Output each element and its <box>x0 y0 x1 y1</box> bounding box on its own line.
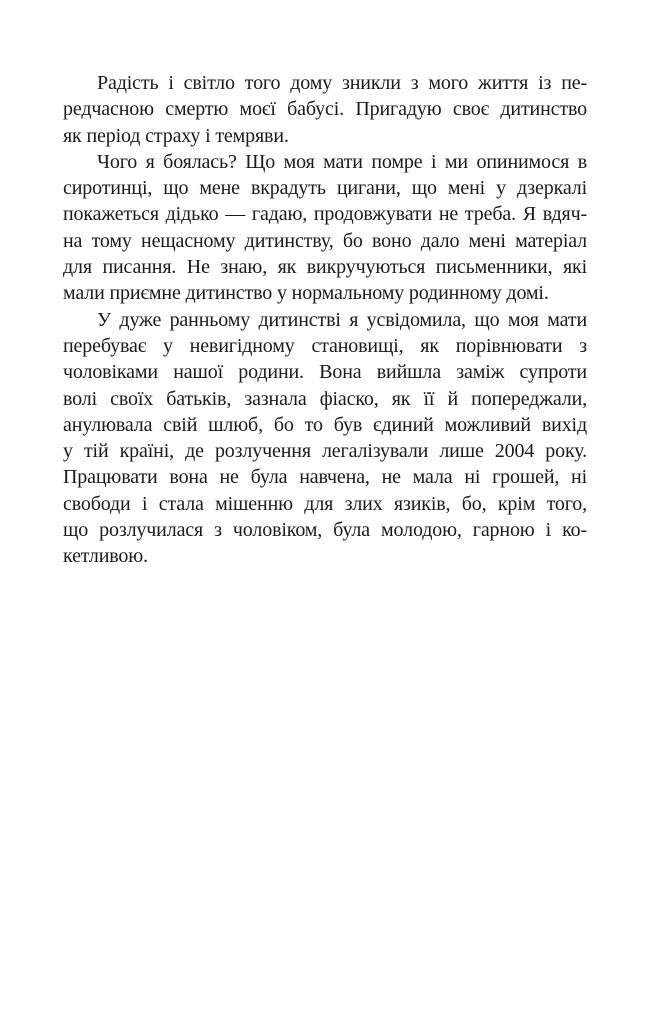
text-line: У дуже ранньому дитинстві я усвідомила, що моя мати <box>97 308 587 331</box>
text-line: чоловіками нашої родини. Вона вийшла заміж супроти <box>63 361 587 384</box>
paragraph <box>63 70 587 149</box>
text-line: сиротинці, що мене вкрадуть цигани, що мені у дзеркалі <box>63 177 587 200</box>
text-line: у тій країні, де розлучення легалізували лише 2004 року. <box>63 440 587 463</box>
text-line: Працювати вона не була навчена, не мала ні грошей, ні <box>63 466 587 489</box>
text-block <box>63 70 587 570</box>
text-line: як період страху і темряви. <box>63 124 289 147</box>
text-line: редчасною смертю моєї бабусі. Пригадую своє дитинство <box>63 98 587 121</box>
text-line: кетливою. <box>63 545 148 568</box>
paragraph <box>63 307 587 570</box>
text-line: на тому нещасному дитинству, бо воно дало мені матеріал <box>63 229 587 252</box>
text-line: волі своїх батьків, зазнала фіаско, як її й попереджали, <box>63 387 587 410</box>
paragraph <box>63 149 587 307</box>
text-line: для писання. Не знаю, як викручуються письменники, які <box>63 256 587 279</box>
text-line: свободи і стала мішенню для злих язиків, бо, крім того, <box>63 492 587 515</box>
text-line: що розлучилася з чоловіком, була молодою, гарною і ко- <box>63 519 587 542</box>
text-line: перебуває у невигідному становищі, як порівнювати з <box>63 334 587 357</box>
text-line: анулювала свій шлюб, бо то був єдиний можливий вихід <box>63 413 587 436</box>
text-line: покажеться дідько — гадаю, продовжувати не треба. Я вдяч- <box>63 203 587 226</box>
text-line: Чого я боялась? Що моя мати помре і ми опинимося в <box>97 150 587 173</box>
text-line: Радість і світло того дому зникли з мого життя із пе- <box>97 72 587 94</box>
text-line: мали приємне дитинство у нормальному родинному домі. <box>63 282 549 305</box>
